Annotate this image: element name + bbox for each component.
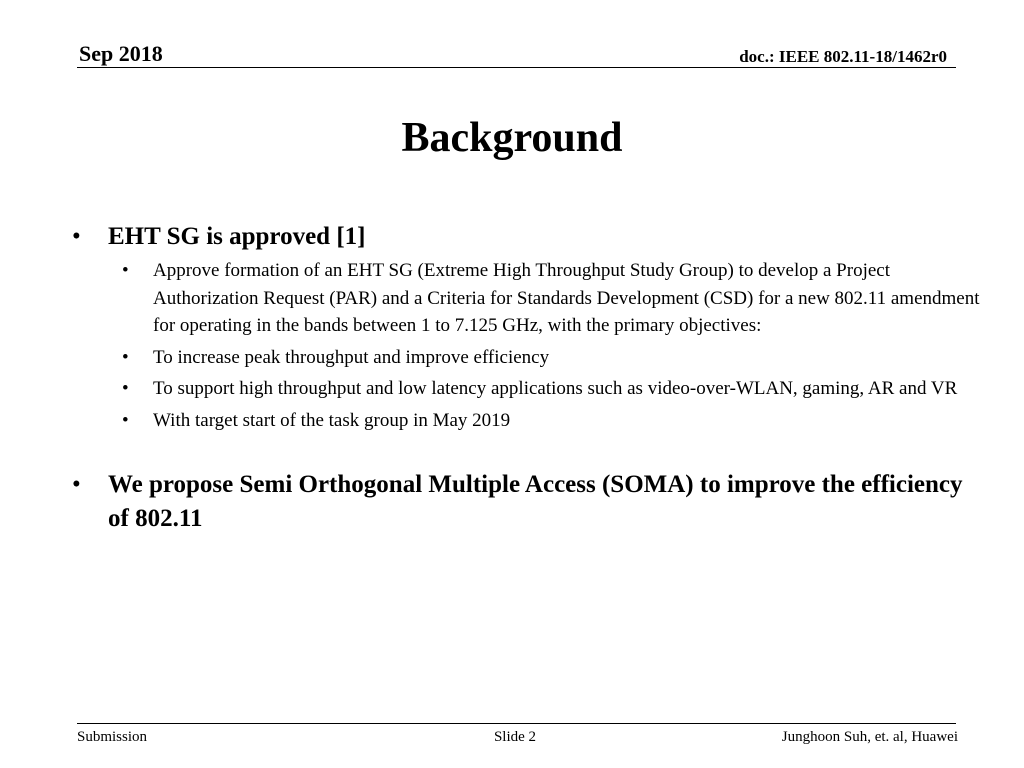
spacer [72, 438, 982, 468]
sub-bullet-list [72, 257, 982, 434]
sub-bullet-item [72, 257, 982, 340]
bullet-icon: • [72, 471, 81, 498]
bullet-icon: • [122, 378, 129, 399]
bullet-text: We propose Semi Orthogonal Multiple Access (SOMA) to improve the efficiency of 802.11 [108, 471, 963, 532]
bullet-icon: • [122, 260, 129, 281]
sub-bullet-text: With target start of the task group in May 2019 [153, 409, 511, 431]
header-doc-id: doc.: IEEE 802.11-18/1462r0 [739, 47, 947, 66]
sub-bullet-item [72, 344, 982, 372]
header-divider [77, 67, 956, 68]
sub-bullet-item [72, 407, 982, 435]
sub-bullet-text: Approve formation of an EHT SG (Extreme High Throughput Study Group) to develop a Project Authorization Request (PAR) and a Criteria for Standards Development (CSD) for a new 802.11 amendment for operating in the bands between 1 to 7.125 GHz, with the primary objectives: [153, 260, 980, 336]
bullet-eht-sg [72, 220, 982, 254]
bullet-icon: • [72, 223, 81, 250]
footer-slide-number: Slide 2 [493, 729, 537, 745]
bullet-icon: • [122, 409, 129, 431]
footer-divider [77, 723, 956, 724]
footer-author: Junghoon Suh, et. al, Huawei [781, 729, 958, 745]
sub-bullet-text: To support high throughput and low latency applications such as video-over-WLAN, gaming, AR and VR [153, 378, 958, 399]
bullet-soma-proposal [72, 468, 982, 536]
bullet-text: EHT SG is approved [1] [108, 223, 366, 250]
sub-bullet-text: To increase peak throughput and improve efficiency [153, 346, 550, 368]
slide-title: Background [401, 115, 623, 161]
bullet-icon: • [122, 346, 129, 368]
sub-bullet-item [72, 375, 982, 403]
slide-content [72, 220, 982, 536]
footer-submission: Submission [77, 729, 148, 745]
header-date: Sep 2018 [79, 41, 163, 66]
